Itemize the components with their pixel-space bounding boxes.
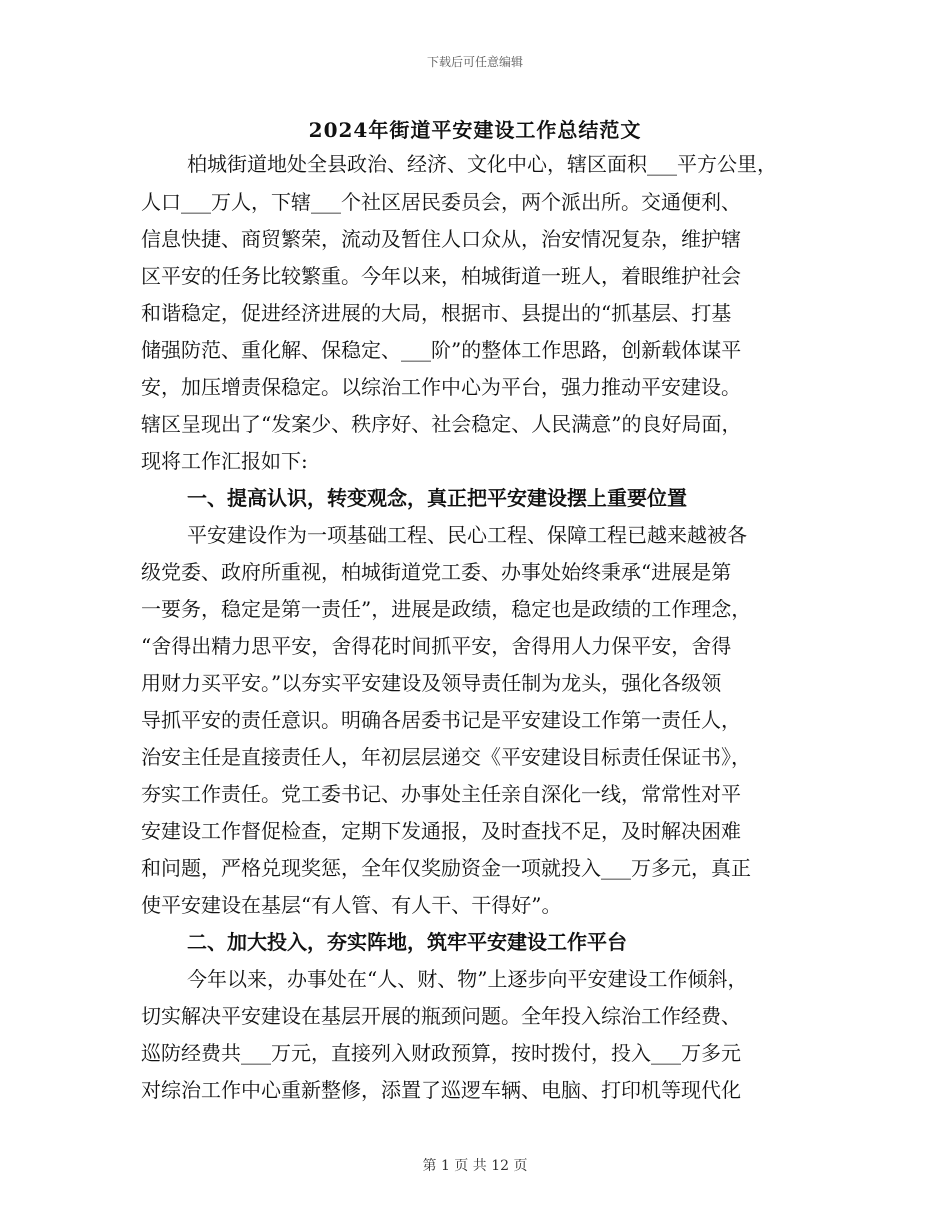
paragraph-line: 信息快捷、商贸繁荣，流动及暂住人口众从，治安情况复杂，维护辖 xyxy=(141,227,741,251)
paragraph-line: 平安建设作为一项基础工程、民心工程、保障工程已越来越被各 xyxy=(187,523,747,547)
paragraph-line: 柏城街道地处全县政治、经济、文化中心，辖区面积___平方公里， xyxy=(187,152,777,176)
paragraph-line: 使平安建设在基层“有人管、有人干、干得好”。 xyxy=(141,893,562,917)
paragraph-line: 对综治工作中心重新整修，添置了巡逻车辆、电脑、打印机等现代化 xyxy=(141,1078,741,1102)
section-heading-1: 一、提高认识，转变观念，真正把平安建设摆上重要位置 xyxy=(187,486,687,510)
section-heading-2: 二、加大投入，夯实阵地，筑牢平安建设工作平台 xyxy=(187,930,627,954)
paragraph-line: 切实解决平安建设在基层开展的瓶颈问题。全年投入综治工作经费、 xyxy=(141,1004,741,1028)
paragraph-line: 巡防经费共___万元，直接列入财政预算，按时拨付，投入___万多元 xyxy=(141,1041,741,1065)
paragraph-line: 和谐稳定，促进经济进展的大局，根据市、县提出的“抓基层、打基 xyxy=(141,301,732,325)
paragraph-line: 辖区呈现出了“发案少、秩序好、社会稳定、人民满意”的良好局面， xyxy=(141,412,742,436)
paragraph-line: 导抓平安的责任意识。明确各居委书记是平安建设工作第一责任人， xyxy=(141,708,741,732)
paragraph-line: 今年以来，办事处在“人、财、物”上逐步向平安建设工作倾斜， xyxy=(187,967,748,991)
paragraph-line: 一要务，稳定是第一责任”，进展是政绩，稳定也是政绩的工作理念， xyxy=(141,597,752,621)
paragraph-line: 安建设工作督促检查，定期下发通报，及时查找不足，及时解决困难 xyxy=(141,819,741,843)
paragraph-line: 区平安的任务比较繁重。今年以来，柏城街道一班人，着眼维护社会 xyxy=(141,264,741,288)
paragraph-line: 和问题，严格兑现奖惩，全年仅奖励资金一项就投入___万多元，真正 xyxy=(141,856,751,880)
paragraph-line: 夯实工作责任。党工委书记、办事处主任亲自深化一线，常常性对平 xyxy=(141,782,741,806)
document-title: 2024年街道平安建设工作总结范文 xyxy=(308,118,642,142)
paragraph-line: 人口___万人，下辖___个社区居民委员会，两个派出所。交通便利、 xyxy=(141,190,741,214)
paragraph-line: 储强防范、重化解、保稳定、___阶”的整体工作思路，创新载体谋平 xyxy=(141,338,742,362)
paragraph-line: 治安主任是直接责任人，年初层层递交《平安建设目标责任保证书》， xyxy=(141,745,751,769)
paragraph-line: 现将工作汇报如下: xyxy=(141,449,308,473)
paragraph-line: 用财力买平安。”以夯实平安建设及领导责任制为龙头，强化各级领 xyxy=(141,671,722,695)
paragraph-line: 级党委、政府所重视，柏城街道党工委、办事处始终秉承“进展是第 xyxy=(141,560,732,584)
page-number: 第 1 页 共 12 页 xyxy=(422,1158,528,1174)
paragraph-line: 安，加压增责保稳定。以综治工作中心为平台，强力推动平安建设。 xyxy=(141,375,741,399)
header-note: 下载后可任意编辑 xyxy=(426,55,523,69)
paragraph-line: “舍得出精力思平安，舍得花时间抓平安，舍得用人力保平安，舍得 xyxy=(141,634,732,658)
